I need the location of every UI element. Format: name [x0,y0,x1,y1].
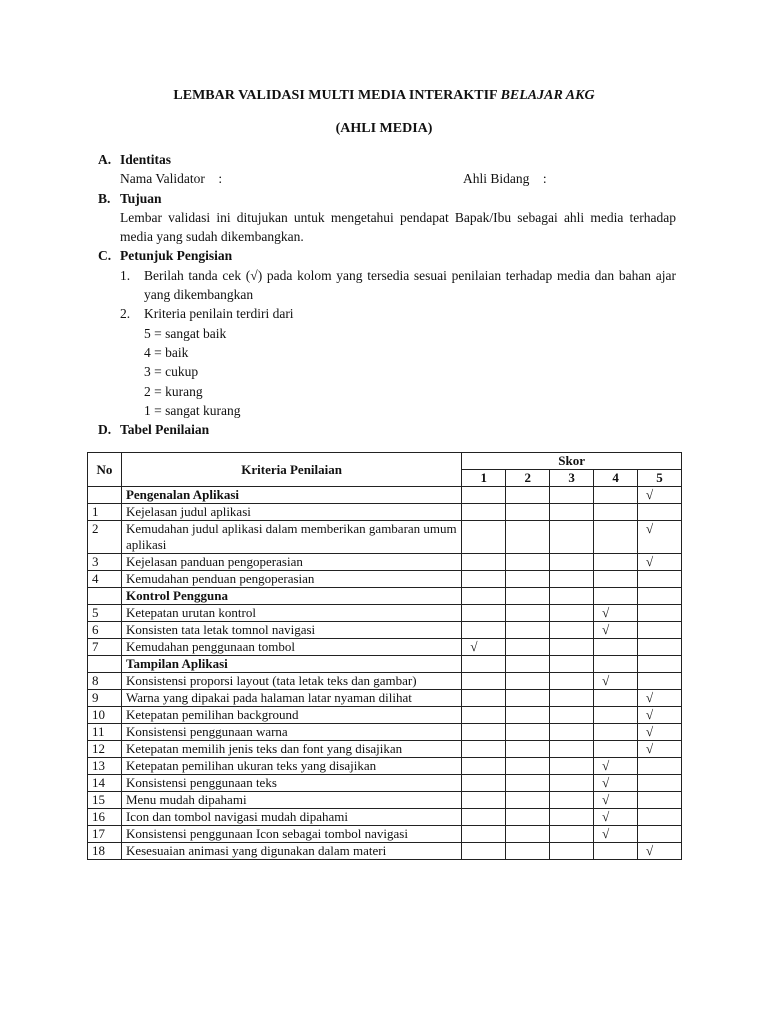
section-letter: C. [98,248,112,264]
row-number: 9 [88,690,122,707]
score-cell-1[interactable] [462,775,506,792]
criteria-item: 4 = baik [144,344,189,360]
score-cell-1[interactable] [462,673,506,690]
row-number [88,588,122,605]
table-row [88,707,682,724]
header-no: No [88,453,122,487]
score-cell-1[interactable] [462,741,506,758]
score-cell-5[interactable]: √ [638,843,682,860]
score-cell-5[interactable] [638,775,682,792]
table-group-row [88,656,682,673]
score-cell-4[interactable] [594,487,638,504]
table-row [88,843,682,860]
score-cell-4[interactable] [594,588,638,605]
score-cell-2[interactable] [506,656,550,673]
table-row [88,690,682,707]
score-cell-3[interactable] [550,639,594,656]
row-criteria: Ketepatan urutan kontrol [121,605,461,622]
score-cell-1[interactable] [462,588,506,605]
score-cell-5[interactable]: √ [638,724,682,741]
row-number: 7 [88,639,122,656]
table-row [88,639,682,656]
score-cell-2[interactable] [506,741,550,758]
bidang-colon: : [542,171,547,187]
score-cell-2[interactable] [506,622,550,639]
criteria-item: 5 = sangat baik [144,325,227,341]
row-number [88,487,122,504]
document-subtitle: (AHLI MEDIA) [335,121,433,136]
score-cell-5[interactable]: √ [638,554,682,571]
score-cell-5[interactable] [638,826,682,843]
validator-field[interactable] [120,169,463,188]
row-number: 16 [88,809,122,826]
document-title [0,88,768,104]
row-criteria: Konsistensi penggunaan teks [121,775,461,792]
score-cell-5[interactable] [638,656,682,673]
row-criteria: Pengenalan Aplikasi [121,487,461,504]
validator-colon: : [218,171,223,187]
score-cell-1[interactable] [462,521,506,554]
score-cell-1[interactable] [462,656,506,673]
score-cell-4[interactable]: √ [594,673,638,690]
score-cell-3[interactable] [550,605,594,622]
title-italic: BELAJAR AKG [500,88,595,103]
table-group-row [88,487,682,504]
criteria-item: 3 = cukup [144,364,199,380]
section-letter: A. [98,152,112,167]
score-cell-4[interactable]: √ [594,792,638,809]
row-criteria: Konsistensi proporsi layout (tata letak teks dan gambar) [121,673,461,690]
score-cell-3[interactable] [550,741,594,758]
row-number: 2 [88,521,122,554]
row-number: 1 [88,504,122,521]
score-cell-2[interactable] [506,605,550,622]
row-number: 11 [88,724,122,741]
score-cell-4[interactable] [594,724,638,741]
score-cell-3[interactable] [550,673,594,690]
score-cell-5[interactable] [638,792,682,809]
score-cell-3[interactable] [550,690,594,707]
score-cell-4[interactable] [594,741,638,758]
header-skor: Skor [462,453,682,470]
score-cell-5[interactable]: √ [638,487,682,504]
score-cell-3[interactable] [550,809,594,826]
score-cell-4[interactable] [594,656,638,673]
row-criteria: Tampilan Aplikasi [121,656,461,673]
item-text: Berilah tanda cek (√) pada kolom yang tersedia sesuai penilaian terhadap media dan bahan ajar yang dikembangkan [144,267,676,303]
section-label: Tujuan [120,190,162,206]
table-row [88,809,682,826]
score-cell-1[interactable] [462,792,506,809]
row-criteria: Kontrol Pengguna [121,588,461,605]
section-c-heading [98,246,676,265]
validator-label: Nama Validator [120,171,205,187]
table-row [88,521,682,554]
score-cell-1[interactable] [462,571,506,588]
section-a-heading [98,150,676,169]
section-letter: B. [98,190,111,206]
score-cell-5[interactable] [638,758,682,775]
score-cell-5[interactable] [638,588,682,605]
score-cell-2[interactable] [506,521,550,554]
score-cell-1[interactable] [462,758,506,775]
score-cell-3[interactable] [550,724,594,741]
row-number: 14 [88,775,122,792]
score-cell-5[interactable] [638,622,682,639]
row-criteria: Menu mudah dipahami [121,792,461,809]
score-cell-1[interactable] [462,690,506,707]
score-cell-3[interactable] [550,656,594,673]
score-cell-3[interactable] [550,588,594,605]
score-cell-1[interactable] [462,707,506,724]
score-cell-2[interactable] [506,571,550,588]
score-cell-1[interactable] [462,504,506,521]
score-cell-3[interactable] [550,521,594,554]
score-cell-3[interactable] [550,826,594,843]
score-cell-2[interactable] [506,826,550,843]
table-row [88,673,682,690]
score-cell-3[interactable] [550,487,594,504]
score-cell-3[interactable] [550,554,594,571]
score-cell-3[interactable] [550,843,594,860]
row-criteria: Warna yang dipakai pada halaman latar nyaman dilihat [121,690,461,707]
score-cell-4[interactable] [594,690,638,707]
score-cell-4[interactable] [594,554,638,571]
table-row [88,504,682,521]
row-criteria: Konsistensi penggunaan Icon sebagai tombol navigasi [121,826,461,843]
score-cell-5[interactable]: √ [638,521,682,554]
score-cell-2[interactable] [506,504,550,521]
form-body [98,150,676,439]
row-criteria: Konsisten tata letak tomnol navigasi [121,622,461,639]
score-cell-2[interactable] [506,673,550,690]
row-criteria: Ketepatan memilih jenis teks dan font yang disajikan [121,741,461,758]
row-criteria: Ketepatan pemilihan background [121,707,461,724]
table-row [88,826,682,843]
score-cell-2[interactable] [506,724,550,741]
row-criteria: Kejelasan panduan pengoperasian [121,554,461,571]
table-row [88,622,682,639]
score-cell-3[interactable] [550,571,594,588]
score-cell-4[interactable]: √ [594,775,638,792]
row-number: 3 [88,554,122,571]
table-row [88,758,682,775]
score-cell-1[interactable] [462,809,506,826]
score-cell-3[interactable] [550,504,594,521]
score-cell-4[interactable]: √ [594,622,638,639]
row-criteria: Kesesuaian animasi yang digunakan dalam materi [121,843,461,860]
score-header-1: 1 [462,470,506,487]
identity-fields [98,169,676,188]
score-cell-2[interactable] [506,690,550,707]
item-text: Kriteria penilain terdiri dari [144,306,294,322]
instruction-list [98,266,676,324]
score-cell-4[interactable]: √ [594,809,638,826]
score-cell-1[interactable] [462,826,506,843]
row-number: 5 [88,605,122,622]
score-cell-3[interactable] [550,758,594,775]
section-label: Identitas [120,152,172,167]
section-d-heading [98,420,676,439]
bidang-field[interactable] [463,169,547,188]
row-number: 18 [88,843,122,860]
score-header-3: 3 [550,470,594,487]
score-header-5: 5 [638,470,682,487]
score-cell-2[interactable] [506,487,550,504]
table-body [88,487,682,860]
row-number: 15 [88,792,122,809]
score-cell-2[interactable] [506,554,550,571]
assessment-table [87,452,682,860]
score-cell-1[interactable]: √ [462,639,506,656]
score-cell-1[interactable] [462,487,506,504]
score-header-4: 4 [594,470,638,487]
score-header-2: 2 [506,470,550,487]
score-cell-4[interactable]: √ [594,605,638,622]
row-criteria: Kemudahan penggunaan tombol [121,639,461,656]
score-cell-4[interactable]: √ [594,826,638,843]
row-criteria: Konsistensi penggunaan warna [121,724,461,741]
row-criteria: Ketepatan pemilihan ukuran teks yang disajikan [121,758,461,775]
row-criteria: Kemudahan penduan pengoperasian [121,571,461,588]
row-number: 4 [88,571,122,588]
score-cell-5[interactable] [638,605,682,622]
score-cell-1[interactable] [462,622,506,639]
score-cell-3[interactable] [550,792,594,809]
score-cell-4[interactable] [594,639,638,656]
criteria-item: 1 = sangat kurang [144,402,241,418]
instruction-item [120,304,676,323]
score-cell-1[interactable] [462,605,506,622]
purpose-text: Lembar validasi ini ditujukan untuk mengetahui pendapat Bapak/Ibu sebagai ahli media terhadap media yang sudah dikembangkan. [120,209,676,245]
score-cell-4[interactable] [594,571,638,588]
score-cell-5[interactable] [638,809,682,826]
item-number: 2. [120,306,131,322]
bidang-label: Ahli Bidang [463,171,530,187]
score-cell-5[interactable] [638,639,682,656]
score-cell-5[interactable] [638,571,682,588]
table-row [88,775,682,792]
instruction-item [120,266,676,305]
row-number: 8 [88,673,122,690]
score-cell-4[interactable] [594,707,638,724]
score-cell-5[interactable] [638,673,682,690]
row-number: 10 [88,707,122,724]
title-text: LEMBAR VALIDASI MULTI MEDIA INTERAKTIF [173,88,501,103]
table-group-row [88,588,682,605]
item-number: 1. [120,267,131,283]
score-cell-4[interactable] [594,521,638,554]
score-cell-2[interactable] [506,588,550,605]
score-cell-2[interactable] [506,775,550,792]
table-row [88,605,682,622]
table-row [88,792,682,809]
score-cell-5[interactable]: √ [638,690,682,707]
score-cell-4[interactable]: √ [594,758,638,775]
score-cell-1[interactable] [462,554,506,571]
score-cell-2[interactable] [506,639,550,656]
score-cell-5[interactable]: √ [638,707,682,724]
row-criteria: Kemudahan judul aplikasi dalam memberikan gambaran umum aplikasi [121,521,461,554]
table-row [88,741,682,758]
section-label: Petunjuk Pengisian [120,248,233,264]
row-criteria: Kejelasan judul aplikasi [121,504,461,521]
criteria-list [98,324,676,420]
score-cell-1[interactable] [462,724,506,741]
score-cell-1[interactable] [462,843,506,860]
row-criteria: Icon dan tombol navigasi mudah dipahami [121,809,461,826]
row-number [88,656,122,673]
row-number: 6 [88,622,122,639]
score-cell-5[interactable] [638,504,682,521]
score-cell-2[interactable] [506,843,550,860]
score-cell-2[interactable] [506,707,550,724]
score-cell-2[interactable] [506,792,550,809]
score-cell-4[interactable] [594,504,638,521]
score-cell-5[interactable]: √ [638,741,682,758]
score-cell-3[interactable] [550,707,594,724]
section-label: Tabel Penilaian [120,422,210,438]
score-cell-4[interactable] [594,843,638,860]
criteria-item: 2 = kurang [144,383,203,399]
row-number: 12 [88,741,122,758]
table-row [88,724,682,741]
header-kriteria: Kriteria Penilaian [121,453,461,487]
score-cell-2[interactable] [506,809,550,826]
row-number: 17 [88,826,122,843]
section-b-heading [98,189,676,208]
section-letter: D. [98,422,112,438]
table-row [88,554,682,571]
table-row [88,571,682,588]
score-cell-3[interactable] [550,622,594,639]
score-cell-2[interactable] [506,758,550,775]
row-number: 13 [88,758,122,775]
score-cell-3[interactable] [550,775,594,792]
